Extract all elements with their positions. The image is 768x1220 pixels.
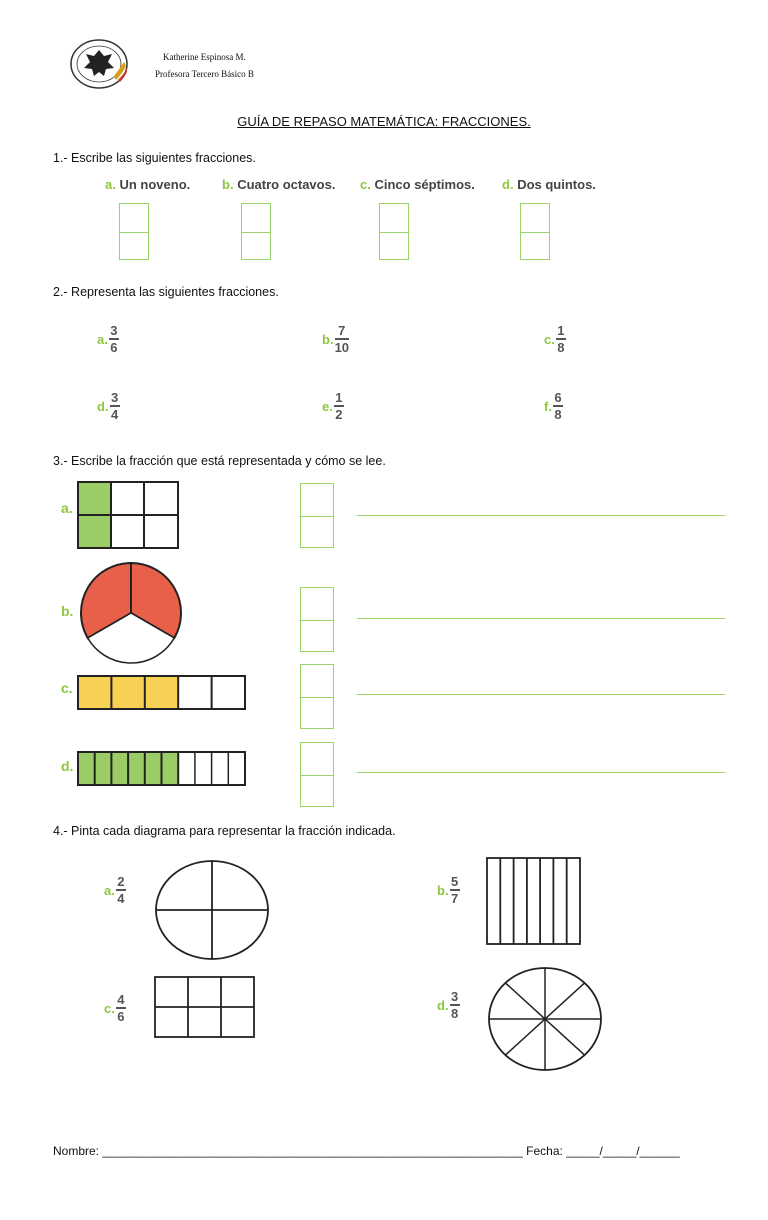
s2-fraction-c: c. 1 8: [544, 323, 565, 355]
s4-diagram-c-grid[interactable]: [154, 976, 255, 1039]
footer: [53, 1144, 680, 1158]
s1-item-a: a. Un noveno.: [105, 177, 191, 192]
s3-label-a: a.: [61, 500, 73, 516]
s3-answer-box-b[interactable]: [300, 587, 334, 652]
s4-fraction-a: a. 2 4: [104, 874, 125, 906]
s3-answer-box-c[interactable]: [300, 664, 334, 729]
s3-answer-line-d[interactable]: [357, 772, 725, 773]
s4-diagram-a-circle[interactable]: [153, 858, 271, 962]
s3-diagram-c-bar: [77, 675, 247, 711]
s3-diagram-b-circle: [77, 560, 185, 666]
s3-answer-line-a[interactable]: [357, 515, 725, 516]
s4-fraction-c: c. 4 6: [104, 992, 125, 1024]
s3-label-c: c.: [61, 680, 73, 696]
s4-fraction-d: d. 3 8: [437, 989, 459, 1021]
s3-answer-line-c[interactable]: [357, 694, 725, 695]
s1-answer-box-a[interactable]: [119, 203, 149, 260]
s1-item-d: d. Dos quintos.: [502, 177, 596, 192]
s2-fraction-b: b. 7 10: [322, 323, 350, 355]
s3-diagram-d-bar: [77, 751, 247, 787]
s3-label-b: b.: [61, 603, 74, 619]
page-title: GUÍA DE REPASO MATEMÁTICA: FRACCIONES.: [237, 114, 531, 129]
s3-label-d: d.: [61, 758, 74, 774]
s2-fraction-a: a. 3 6: [97, 323, 118, 355]
s3-answer-box-d[interactable]: [300, 742, 334, 807]
s3-answer-box-a[interactable]: [300, 483, 334, 548]
s3-diagram-a-grid: [77, 481, 181, 549]
name-input-line[interactable]: _______________________________________________________________: [102, 1144, 523, 1158]
section1-prompt: 1.- Escribe las siguientes fracciones.: [53, 151, 256, 165]
school-logo: [68, 38, 130, 90]
s3-answer-line-b[interactable]: [357, 618, 725, 619]
s1-item-b: b. Cuatro octavos.: [222, 177, 336, 192]
date-label: Fecha:: [526, 1144, 563, 1158]
name-label: Nombre:: [53, 1144, 100, 1158]
s4-fraction-b: b. 5 7: [437, 874, 459, 906]
date-input-line[interactable]: _____/_____/______: [566, 1144, 680, 1158]
s1-item-c: c. Cinco séptimos.: [360, 177, 475, 192]
teacher-name: Katherine Espinosa M.: [163, 52, 246, 62]
s2-fraction-f: f. 6 8: [544, 390, 562, 422]
section2-prompt: 2.- Representa las siguientes fracciones.: [53, 285, 279, 299]
s4-diagram-b-bars[interactable]: [486, 857, 582, 946]
s4-diagram-d-circle[interactable]: [486, 965, 604, 1073]
s1-answer-box-b[interactable]: [241, 203, 271, 260]
s1-answer-box-c[interactable]: [379, 203, 409, 260]
s2-fraction-e: e. 1 2: [322, 390, 343, 422]
section3-prompt: 3.- Escribe la fracción que está representada y cómo se lee.: [53, 454, 386, 468]
s1-answer-box-d[interactable]: [520, 203, 550, 260]
teacher-role: Profesora Tercero Básico B: [155, 69, 254, 79]
section4-prompt: 4.- Pinta cada diagrama para representar la fracción indicada.: [53, 824, 396, 838]
s2-fraction-d: d. 3 4: [97, 390, 119, 422]
